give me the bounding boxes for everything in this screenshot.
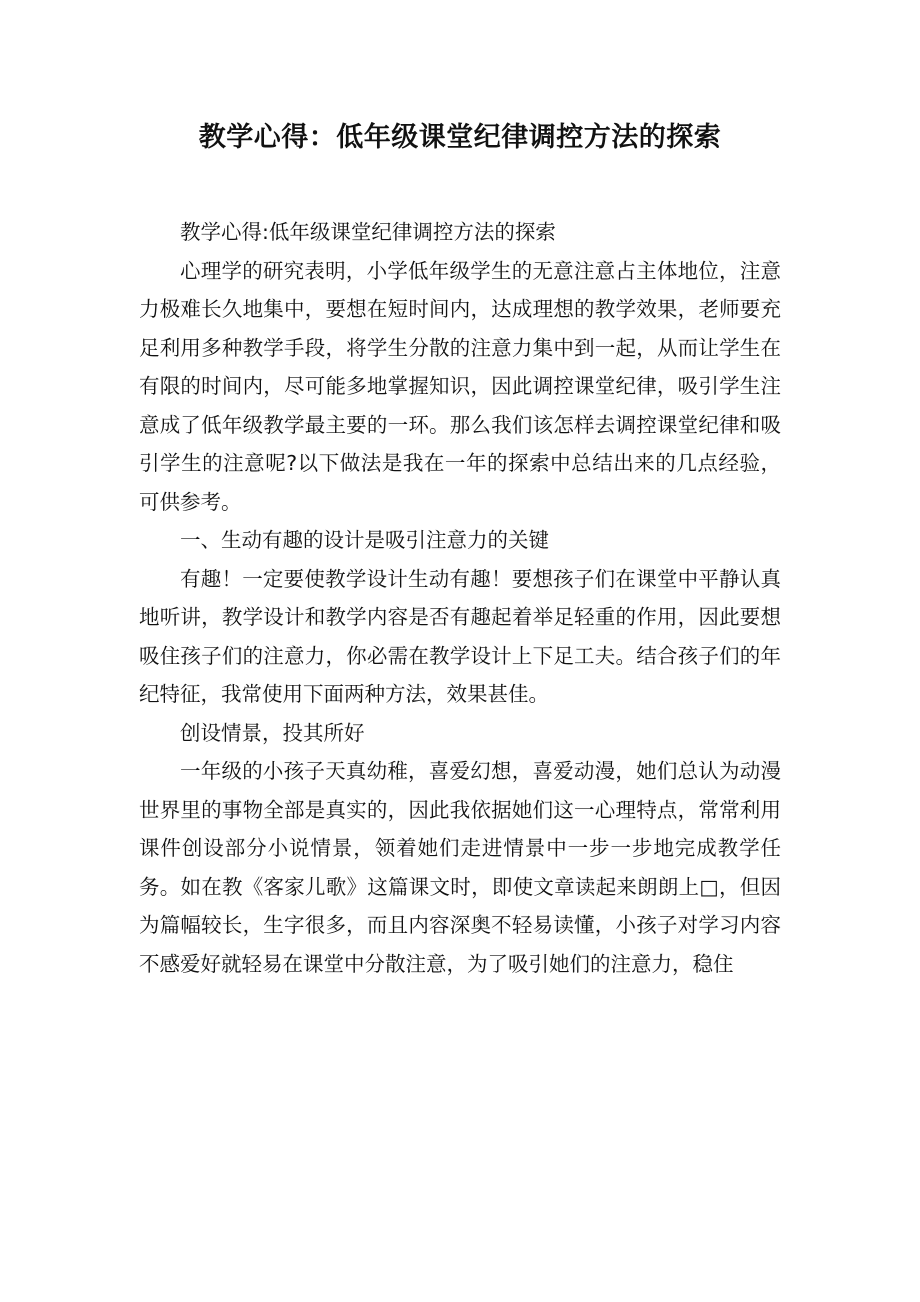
subsection-heading: 创设情景，投其所好 xyxy=(180,720,365,745)
document-body xyxy=(139,213,781,983)
paragraph-subtitle: 教学心得:低年级课堂纪律调控方法的探索 xyxy=(180,220,556,244)
paragraph-intro: 心理学的研究表明，小学低年级学生的无意注意占主体地位，注意力极难长久地集中，要想在短时间内，达成理想的教学效果，老师要充足利用多种教学手段，将学生分散的注意力集中到一起，从而让学生在有限的时间内，尽可能多地掌握知识，因此调控课堂纪律，吸引学生注意成了低年级教学最主要的一环。那么我们该怎样去调控课堂纪律和吸引学生的注意呢?以下做法是我在一年的探索中总结出来的几点经验，可供参考。 xyxy=(139,258,781,514)
paragraph-subsection: 一年级的小孩子天真幼稚，喜爱幻想，喜爱动漫，她们总认为动漫世界里的事物全部是真实的，因此我依据她们这一心理特点，常常利用课件创设部分小说情景，领着她们走进情景中一步一步地完成教学任务。如在教《客家儿歌》这篇课文时，即使文章读起来朗朗上□，但因为篇幅较长，生字很多，而且内容深奥不轻易读懂，小孩子对学习内容不感爱好就轻易在课堂中分散注意，为了吸引她们的注意力，稳住 xyxy=(139,759,781,976)
document-title: 教学心得：低年级课堂纪律调控方法的探索 xyxy=(198,122,722,153)
paragraph-section-1: 有趣！一定要使教学设计生动有趣！要想孩子们在课堂中平静认真地听讲，教学设计和教学内容是否有趣起着举足轻重的作用，因此要想吸住孩子们的注意力，你必需在教学设计上下足工夫。结合孩子们的年纪特征，我常使用下面两种方法，效果甚佳。 xyxy=(139,566,781,706)
section-heading-1: 一、生动有趣的设计是吸引注意力的关键 xyxy=(180,528,549,552)
